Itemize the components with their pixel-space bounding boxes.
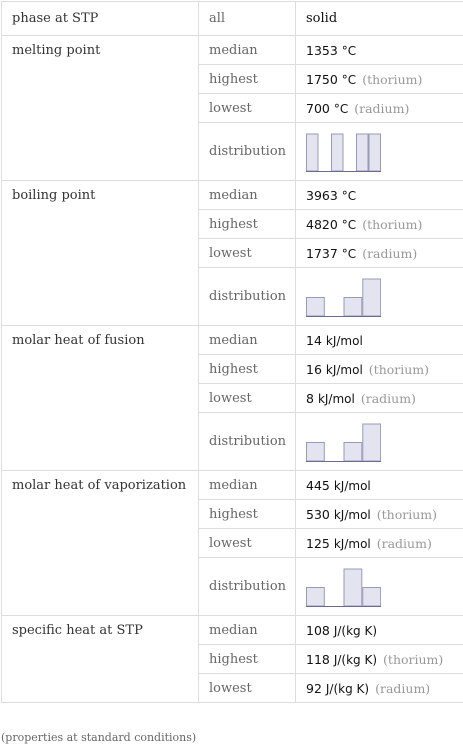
- distribution-label: distribution: [199, 413, 296, 471]
- histogram-bar: [357, 134, 369, 171]
- distribution-histogram: [306, 422, 381, 462]
- histogram-bar: [363, 424, 381, 461]
- stat-unit: °C: [333, 101, 349, 116]
- stat-value-cell: [296, 65, 463, 94]
- stat-unit: °C: [341, 217, 357, 232]
- property-name: molar heat of vaporization: [2, 471, 199, 616]
- stat-value-cell: [296, 239, 463, 268]
- stat-number: 1737: [306, 245, 338, 261]
- stat-unit: °C: [341, 72, 357, 87]
- distribution-histogram: [306, 567, 381, 607]
- stat-element-note: (radium): [376, 535, 432, 551]
- stat-label: median: [199, 616, 296, 645]
- stat-element-note: (radium): [360, 390, 416, 406]
- histogram-bar: [363, 587, 381, 606]
- histogram-bar: [307, 587, 325, 606]
- stat-label: highest: [199, 645, 296, 674]
- stat-number: 108: [306, 622, 330, 638]
- stat-label: highest: [199, 500, 296, 529]
- histogram-bar: [307, 134, 319, 171]
- distribution-cell: [296, 268, 463, 326]
- stat-unit: kJ/mol: [333, 507, 371, 522]
- distribution-label: distribution: [199, 268, 296, 326]
- stat-unit: J/(kg K): [325, 681, 370, 696]
- stat-value-cell: [296, 500, 463, 529]
- histogram-bar: [344, 297, 362, 316]
- stat-element-note: (thorium): [368, 361, 430, 377]
- stat-label: lowest: [199, 384, 296, 413]
- property-name: melting point: [2, 36, 199, 181]
- histogram-bar: [344, 442, 362, 461]
- property-row: [2, 326, 463, 355]
- histogram-bar: [363, 279, 381, 316]
- stat-unit: °C: [341, 188, 357, 203]
- histogram-bar: [307, 442, 325, 461]
- stat-number: 4820: [306, 216, 338, 232]
- stat-unit: kJ/mol: [325, 362, 363, 377]
- stat-number: 92: [306, 680, 322, 696]
- distribution-histogram: [306, 132, 381, 172]
- stat-unit: kJ/mol: [333, 478, 371, 493]
- stat-value-cell: [296, 645, 463, 674]
- stat-label: highest: [199, 210, 296, 239]
- header-row: [2, 2, 463, 36]
- stat-value-cell: [296, 471, 463, 500]
- stat-unit: °C: [341, 246, 357, 261]
- stat-number: 125: [306, 535, 330, 551]
- stat-number: 445: [306, 477, 330, 493]
- property-row: [2, 181, 463, 210]
- stat-unit: °C: [341, 43, 357, 58]
- stat-value-cell: [296, 529, 463, 558]
- stat-number: 1353: [306, 42, 338, 58]
- stat-value-cell: [296, 616, 463, 645]
- stat-value-cell: [296, 181, 463, 210]
- stat-number: 8: [306, 390, 314, 406]
- property-name: boiling point: [2, 181, 199, 326]
- histogram-bar: [307, 297, 325, 316]
- header-all-label: all: [199, 2, 296, 36]
- stat-element-note: (radium): [354, 100, 410, 116]
- stat-element-note: (radium): [375, 680, 431, 696]
- stat-value-cell: [296, 36, 463, 65]
- stat-number: 118: [306, 651, 330, 667]
- histogram-bar: [369, 134, 381, 171]
- stat-number: 700: [306, 100, 330, 116]
- stat-unit: kJ/mol: [317, 391, 355, 406]
- stat-number: 14: [306, 332, 322, 348]
- stat-value-cell: [296, 94, 463, 123]
- header-solid-label: solid: [296, 2, 463, 36]
- stat-number: 530: [306, 506, 330, 522]
- stat-element-note: (thorium): [376, 506, 437, 522]
- histogram-bar: [332, 134, 344, 171]
- stat-element-note: (radium): [362, 245, 418, 261]
- footer-note: (properties at standard conditions): [1, 731, 197, 744]
- stat-unit: J/(kg K): [333, 623, 378, 638]
- stat-value-cell: [296, 674, 463, 703]
- stat-label: median: [199, 471, 296, 500]
- stat-element-note: (thorium): [362, 216, 423, 232]
- stat-element-note: (thorium): [362, 71, 423, 87]
- stat-unit: kJ/mol: [333, 536, 371, 551]
- stat-number: 3963: [306, 187, 338, 203]
- stat-unit: kJ/mol: [325, 333, 363, 348]
- property-row: [2, 471, 463, 500]
- stat-label: lowest: [199, 239, 296, 268]
- distribution-cell: [296, 123, 463, 181]
- stat-label: median: [199, 326, 296, 355]
- histogram-bar: [344, 569, 362, 606]
- stat-value-cell: [296, 355, 463, 384]
- property-name: specific heat at STP: [2, 616, 199, 703]
- stat-number: 1750: [306, 71, 338, 87]
- stat-element-note: (thorium): [383, 651, 444, 667]
- stat-label: median: [199, 181, 296, 210]
- stat-label: lowest: [199, 529, 296, 558]
- distribution-label: distribution: [199, 123, 296, 181]
- property-row: [2, 36, 463, 65]
- stat-value-cell: [296, 384, 463, 413]
- header-phase-label: phase at STP: [2, 2, 199, 36]
- distribution-histogram: [306, 277, 381, 317]
- stat-label: highest: [199, 355, 296, 384]
- stat-label: highest: [199, 65, 296, 94]
- distribution-cell: [296, 558, 463, 616]
- stat-label: lowest: [199, 674, 296, 703]
- stat-label: median: [199, 36, 296, 65]
- distribution-label: distribution: [199, 558, 296, 616]
- property-name: molar heat of fusion: [2, 326, 199, 471]
- distribution-cell: [296, 413, 463, 471]
- stat-unit: J/(kg K): [333, 652, 378, 667]
- property-row: [2, 616, 463, 645]
- stat-value-cell: [296, 326, 463, 355]
- stat-value-cell: [296, 210, 463, 239]
- stat-number: 16: [306, 361, 322, 377]
- stat-label: lowest: [199, 94, 296, 123]
- properties-table: [1, 1, 463, 703]
